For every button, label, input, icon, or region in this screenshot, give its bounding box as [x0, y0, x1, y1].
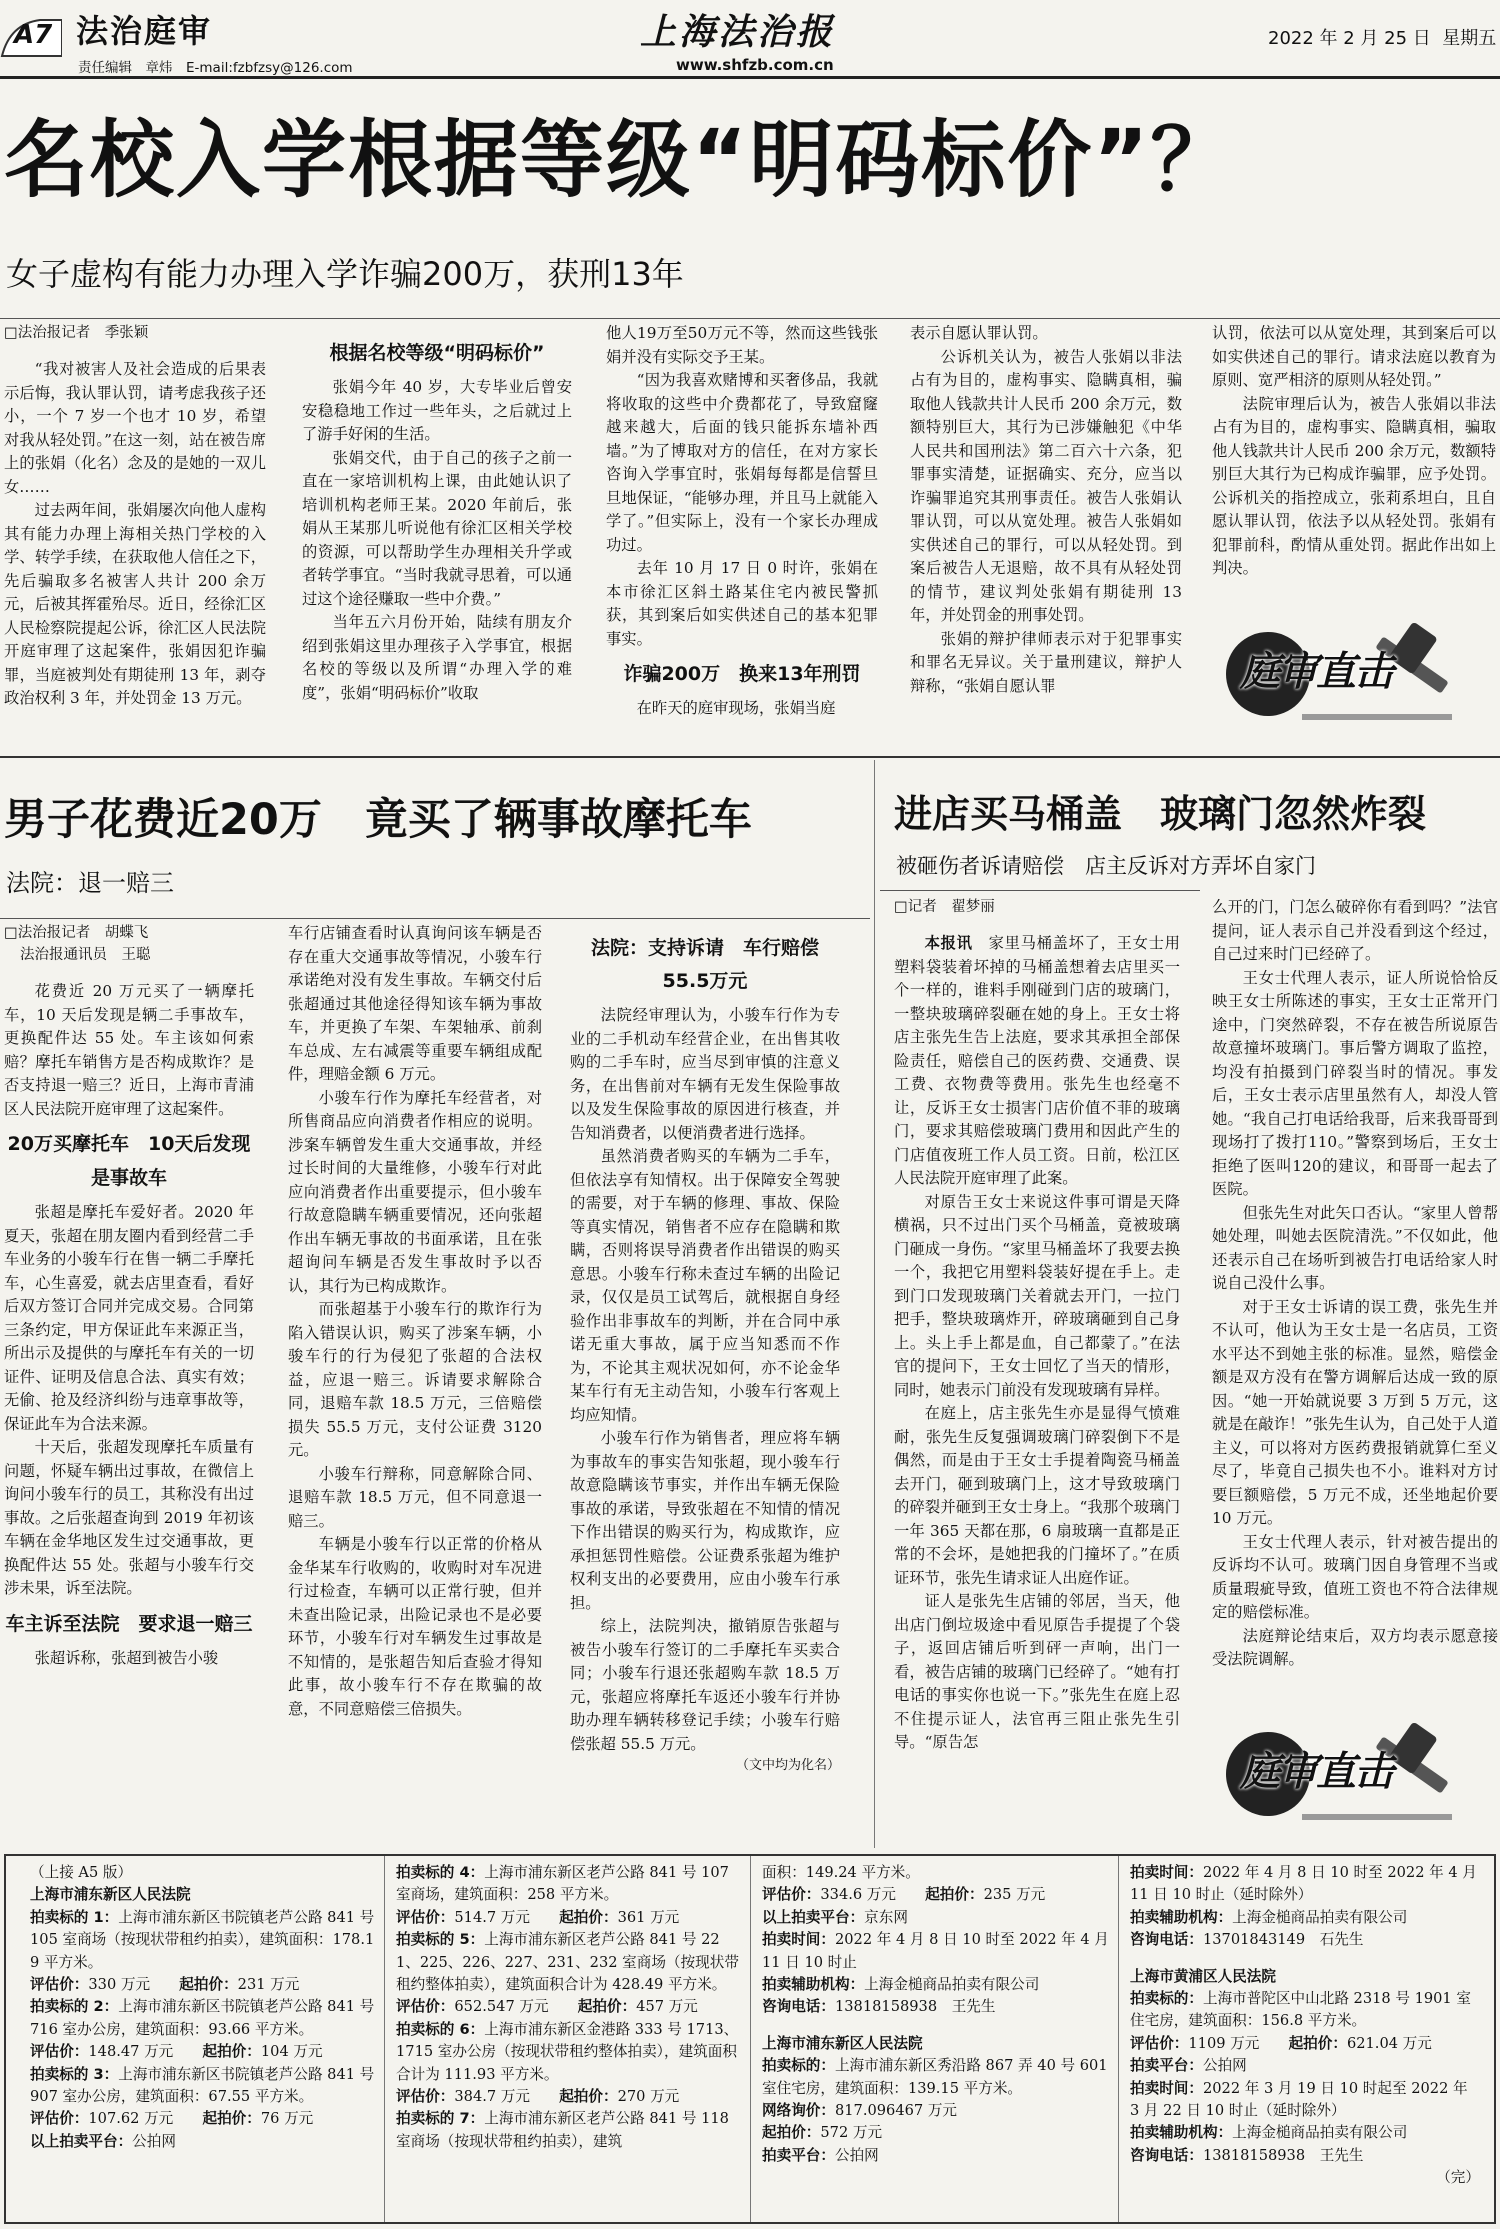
story1-rule	[0, 318, 1500, 319]
paragraph: 但张先生对此矢口否认。“家里人曾帮她处理，叫她去医院清洗。”不仅如此，他还表示自己在场听到被告打电话给家人时说自己没什么事。	[1212, 1203, 1498, 1292]
appraisal-label: 评估价：	[396, 2088, 455, 2106]
auction-field	[762, 1929, 1110, 1974]
paragraph: 王女士代理人表示，针对被告提出的反诉均不认可。玻璃门因自身管理不当或质量瑕疵导致，值班工资也不符合法律规定的赔偿标准。	[1212, 1532, 1498, 1621]
lead-tag: 本报讯	[924, 934, 973, 952]
field-label: 以上拍卖平台：	[762, 1908, 865, 1926]
start-price-label: 起拍价：	[202, 2110, 261, 2128]
story2-col2-text	[288, 922, 542, 1721]
auction-field	[396, 1929, 742, 1996]
start-price-label: 起拍价：	[1288, 2034, 1347, 2052]
auction-field	[762, 1907, 1110, 1929]
field-value: 13818158938 王先生	[1202, 2146, 1364, 2164]
field-label: 拍卖标的 4：	[396, 1864, 485, 1881]
story2-col1-text-a	[4, 980, 254, 1121]
paragraph: 小骏车行辩称，同意解除合同、退赔车款 18.5 万元，但不同意退一赔三。	[288, 1464, 542, 1530]
field-label: 咨询电话：	[1130, 1931, 1203, 1949]
story3-col1-text	[894, 932, 1180, 1755]
auction-field	[762, 1974, 1110, 1996]
paragraph: 证人是张先生店铺的邻居，当天，他出店门倒垃圾途中看见原告手提提了个袋子，返回店铺后听到砰一声响，出门一看，被告店铺的玻璃门已经碎了。“她有打电话的事实你也说一下。”张先生在庭上忍不住提示证人，法官再三阻止张先生引导。“原告怎	[894, 1592, 1180, 1751]
appraisal-value: 1109 万元	[1188, 2034, 1260, 2052]
story1-col2-text	[302, 376, 572, 705]
story2-col1-text-b	[4, 1201, 254, 1601]
paragraph: 法院经审理认为，小骏车行作为专业的二手机动车经营企业，在出售其收购的二手车时，应当尽到审慎的注意义务，在出售前对车辆有无发生保险事故以及发生保险事故的原因进行核查，并告知消费者，以便消费者进行选择。	[570, 1006, 840, 1142]
badge-text: 庭审直击	[1240, 1748, 1392, 1795]
auction-field	[762, 2122, 1110, 2144]
field-value: 上海市浦东新区老芦公路 841 号 118 室商场（按现状带租约拍卖），建筑	[396, 2110, 729, 2150]
story1-col5-text	[1212, 322, 1496, 581]
auction-field	[762, 1996, 1110, 2018]
appraisal-value: 330 万元	[88, 1976, 151, 1994]
story2-col2	[288, 922, 542, 1834]
field-label: 咨询电话：	[1130, 2146, 1203, 2164]
story1-byline: □法治报记者 季张颖	[4, 325, 149, 341]
field-label: 拍卖标的 2：	[30, 1998, 119, 2016]
paragraph: 张娟的辩护律师表示对于犯罪事实和罪名无异议。关于量刑建议，辩护人辩称，“张娟自愿认罪	[910, 629, 1182, 695]
website-url: www.shfzb.com.cn	[676, 56, 834, 74]
paragraph: 小骏车行作为摩托车经营者，对所售商品应向消费者作相应的说明。涉案车辆曾发生重大交通事故，并经过长时间的大量维修，小骏车行对此应向消费者作出重要提示，但小骏车行故意隐瞒车辆重要情况，还向张超作出车辆无事故的书面承诺，且在张超询问车辆是否发生事故时予以否认，其行为已构成欺诈。	[288, 1088, 542, 1295]
issue-date	[1268, 24, 1496, 50]
field-value: 上海金槌商品拍卖有限公司	[1232, 2124, 1408, 2142]
field-value: 上海市普陀区中山北路 2318 号 1901 室住宅房，建筑面积：156.8 平方米。	[1130, 1990, 1471, 2030]
appraisal-value: 334.6 万元	[820, 1886, 896, 1904]
auction-divider	[384, 1856, 385, 2222]
story1-col1-text	[4, 358, 266, 711]
start-price-label: 起拍价：	[202, 2043, 261, 2061]
field-label: 拍卖时间：	[1130, 2079, 1203, 2097]
story2-col3-subhead: 法院：支持诉请 车行赔偿55.5万元	[590, 937, 819, 992]
paragraph: “我对被害人及社会造成的后果表示后悔，我认罪认罚，请考虑我孩子还小，一个 7 岁一个也才 10 岁，希望对我从轻处罚。”在这一刻，站在被告席上的张娟（化名）念及的是她的一双儿女……	[4, 360, 266, 496]
auction-court: 上海市浦东新区人民法院	[762, 2034, 923, 2052]
paragraph: 而张超基于小骏车行的欺诈行为陷入错误认识，购买了涉案车辆，小骏车行的行为侵犯了张超的合法权益，应退一赔三。诉请要求解除合同，退赔车款 18.5 万元，三倍赔偿损失 55.5 万元，支付公证费 3120 元。	[288, 1300, 542, 1459]
field-value: 上海市浦东新区书院镇老芦公路 841 号 716 室办公房，建筑面积：93.66 平方米。	[30, 1998, 375, 2038]
auction-field	[1130, 2078, 1480, 2123]
field-label: 拍卖时间：	[1130, 1864, 1203, 1881]
paragraph	[894, 932, 1180, 1191]
paragraph: 王女士代理人表示，证人所说恰恰反映王女士所陈述的事实，王女士正常开门途中，门突然碎裂，不存在被告所说原告故意撞坏玻璃门。事后警方调取了监控，均没有拍摄到门碎裂当时的情况。事发后，王女士表示店里虽然有人，却没人管她。“我自己打电话给我哥，后来我哥哥到现场打了拨打110。”警察到场后，王女士拒绝了医叫120的建议，和哥哥一起去了医院。	[1212, 968, 1498, 1198]
auction-field	[1130, 1907, 1480, 1929]
story1-col4	[910, 322, 1182, 746]
appraisal-label: 评估价：	[30, 2043, 89, 2061]
field-label: 拍卖平台：	[1130, 2057, 1203, 2075]
paragraph: 去年 10 月 17 日 0 时许，张娟在本市徐汇区斜土路某住宅内被民警抓获，其到案后如实供述自己的基本犯罪事实。	[606, 559, 878, 648]
story3-byline: □记者 翟梦丽	[894, 899, 995, 915]
paragraph: 么开的门，门怎么破碎你有看到吗？”法官提问，证人表示自己并没看到这个经过，自己过来时门已经碎了。	[1212, 898, 1498, 963]
field-label: 网络询价：	[762, 2102, 835, 2120]
auction-gap	[1130, 1952, 1480, 1966]
field-value: 13701843149 石先生	[1202, 1931, 1364, 1949]
editor-line: 责任编辑 章炜 E-mail:fzbfzsy@126.com	[78, 60, 353, 76]
paragraph: 在庭上，店主张先生亦是显得气愤难耐，张先生反复强调玻璃门碎裂倒下不是偶然，而是由于王女士手提着陶瓷马桶盖去开门，砸到玻璃门上，这才导致玻璃门的碎裂并砸到王女士身上。“我那个玻璃门一年 365 天都在那，6 扇玻璃一直都是正常的不会坏，是她把我的门撞坏了。”在质证环节，张先生请求证人出庭作证。	[894, 1404, 1180, 1587]
appraisal-label: 评估价：	[396, 1998, 455, 2016]
field-value: 公拍网	[834, 2146, 879, 2164]
byline-correspondent: 法治报通讯员 王聪	[20, 947, 151, 963]
field-label: 拍卖标的：	[1130, 1990, 1203, 2008]
start-price-value: 270 万元	[617, 2088, 680, 2106]
start-price-value: 621.04 万元	[1346, 2034, 1432, 2052]
field-label: 拍卖辅助机构：	[1130, 1908, 1233, 1926]
paragraph: 张超诉称，张超到被告小骏	[34, 1648, 219, 1667]
start-price-value: 361 万元	[617, 1908, 680, 1926]
auction-col-2	[396, 1862, 742, 2220]
story3-col1	[894, 896, 1180, 1840]
start-price-value: 457 万元	[636, 1998, 698, 2016]
story1-col3	[606, 322, 878, 746]
auction-divider	[750, 1856, 751, 2222]
paragraph: 张超是摩托车爱好者。2020 年夏天，张超在朋友圈内看到经营二手车业务的小骏车行在售一辆二手摩托车，心生喜爱，就去店里查看，看好后双方签订合同并完成交易。合同第三条约定，甲方保证此车来源正当，所出示及提供的与摩托车有关的一切证件、证明及信息合法、真实有效；无偷、抢及经济纠纷与违章事故等，保证此车为合法来源。	[4, 1203, 254, 1433]
appraisal-value: 514.7 万元	[454, 1908, 530, 1926]
story-divider	[874, 760, 875, 1848]
start-price-value: 231 万元	[237, 1976, 300, 1994]
auction-field	[30, 2064, 376, 2109]
auction-field	[30, 2131, 376, 2153]
paragraph: 法庭辩论结束后，双方均表示愿意接受法院调解。	[1212, 1626, 1498, 1668]
appraisal-value: 107.62 万元	[88, 2110, 174, 2128]
field-value: 2022 年 4 月 8 日 10 时至 2022 年 4 月 11 日 10 时止（延时除外）	[1130, 1864, 1477, 1904]
byline-reporter: □法治报记者 胡蝶飞	[4, 925, 149, 941]
field-value: 上海市浦东新区老芦公路 841 号 107 室商场，建筑面积：258 平方米。	[396, 1864, 729, 1904]
story2-col3	[570, 932, 840, 1834]
start-price-label: 起拍价：	[559, 2088, 618, 2106]
field-label: 拍卖时间：	[762, 1931, 835, 1949]
field-value: 上海市浦东新区老芦公路 841 号 221、225、226、227、231、232 室商场（按现状带租约整体拍卖），建筑面积合计为 428.49 平方米。	[396, 1931, 739, 1994]
lead-text: 家里马桶盖坏了，王女士用塑料袋装着坏掉的马桶盖想着去店里买一个一样的，谁料手刚碰到门店的玻璃门，一整块玻璃碎裂砸在她的身上。王女士将店主张先生告上法庭，要求其承担全部保险责任，赔偿自己的医药费、交通费、误工费、衣物费等费用。张先生也经毫不让，反诉王女士损害门店价值不菲的玻璃门，要求其赔偿玻璃门费用和因此产生的门店值夜班工作人员工资。日前，松江区人民法院开庭审理了此案。	[894, 934, 1180, 1187]
paragraph: 对原告王女士来说这件事可谓是天降横祸，只不过出门买个马桶盖，竟被玻璃门砸成一身伤。“家里马桶盖坏了我要去换一个，我把它用塑料袋装好提在手上。走到门口发现玻璃门关着就去开门，一拉门把手，整块玻璃炸开，碎玻璃砸到自己身上。头上手上都是血，自己都蒙了。”在法官的提问下，王女士回忆了当天的情形，同时，她表示门前没有发现玻璃有异样。	[894, 1192, 1180, 1399]
auction-price	[396, 1907, 742, 1929]
auction-field	[1130, 1988, 1480, 2033]
start-price-label: 起拍价：	[577, 1998, 637, 2016]
auction-field	[1130, 2145, 1480, 2167]
appraisal-label: 评估价：	[1130, 2034, 1189, 2052]
field-label: 拍卖标的 3：	[30, 2065, 119, 2083]
auction-price	[1130, 2033, 1480, 2055]
paragraph: 法院审理后认为，被告人张娟以非法占有为目的，虚构事实、隐瞒真相，骗取他人钱款共计人民币 200 余万元，数额特别巨大其行为已构成诈骗罪，应予处罚。公诉机关的指控成立，张莉系坦白，且自愿认罪认罚，依法予以从轻处罚。张娟有犯罪前科，酌情从重处罚。据此作出如上判决。	[1212, 394, 1496, 577]
field-label: 拍卖标的 6：	[396, 2020, 485, 2038]
start-price-value: 235 万元	[983, 1886, 1046, 1904]
auction-field	[762, 2055, 1110, 2100]
paragraph: 认罚，依法可以从宽处理，其到案后可以如实供述自己的罪行。请求法庭以教育为原则、宽严相济的原则从轻处罚。”	[1212, 324, 1496, 389]
appraisal-value: 148.47 万元	[88, 2043, 174, 2061]
field-label: 拍卖标的：	[762, 2057, 835, 2075]
story3-col2	[1212, 896, 1498, 1688]
pseudonym-note: （文中均为化名）	[735, 1758, 840, 1773]
auction-divider	[1118, 1856, 1119, 2222]
auction-text: 面积：149.24 平方米。	[762, 1864, 920, 1881]
appraisal-label: 评估价：	[762, 1886, 821, 1904]
story3-rule	[880, 890, 1200, 891]
appraisal-label: 评估价：	[396, 1908, 455, 1926]
paragraph: 当年五六月份开始，陆续有朋友介绍到张娟这里办理孩子入学事宜，根据名校的等级以及所谓“办理入学的难度”，张娟“明码标价”收取	[302, 613, 572, 702]
auction-field	[762, 2145, 1110, 2167]
field-label: 拍卖辅助机构：	[762, 1976, 865, 1994]
auction-court: 上海市浦东新区人民法院	[30, 1886, 191, 1904]
page-number: A7	[14, 20, 53, 50]
story1-subhead: 女子虚构有能力办理入学诈骗200万，获刑13年	[6, 255, 684, 293]
story1-col3-text-b	[606, 697, 878, 721]
start-price-label: 起拍价：	[925, 1886, 984, 1904]
paragraph: 在昨天的庭审现场，张娟当庭	[636, 699, 836, 717]
field-label: 以上拍卖平台：	[30, 2132, 133, 2150]
appraisal-label: 评估价：	[30, 2110, 89, 2128]
story2-col1-subhead: 20万买摩托车 10天后发现是事故车	[7, 1133, 251, 1189]
auction-court: 上海市黄浦区人民法院	[1130, 1967, 1276, 1985]
story2-col1	[4, 922, 254, 1834]
field-value: 上海市浦东新区书院镇老芦公路 841 号 907 室办公房，建筑面积：67.55 平方米。	[30, 2065, 375, 2106]
paragraph: 张娟交代，由于自己的孩子之前一直在一家培训机构上课，由此她认识了培训机构老师王某。2020 年前后，张娟从王某那儿听说他有徐汇区相关学校的资源，可以帮助学生办理相关升学或者转学事宜。“当时我就寻思着，可以通过这个途径赚取一些中介费。”	[302, 448, 572, 608]
field-value: 公拍网	[1202, 2057, 1247, 2075]
paragraph: 他人19万至50万元不等，然而这些钱张娟并没有实际交予王某。	[606, 324, 878, 366]
field-value: 上海市浦东新区金港路 333 号 1713、1715 室办公房（按现状带租约整体拍卖），建筑面积合计为 111.93 平方米。	[396, 2020, 739, 2083]
auction-col-4	[1130, 1862, 1480, 2220]
story1-col1	[4, 322, 266, 742]
field-value: 京东网	[864, 1908, 908, 1926]
start-price-label: 起拍价：	[179, 1976, 238, 1994]
auction-field	[396, 2108, 742, 2153]
court-badge	[1222, 618, 1462, 728]
field-label: 拍卖辅助机构：	[1130, 2124, 1233, 2142]
field-value: 2022 年 3 月 19 日 10 时起至 2022 年 3 月 22 日 10 时止（延时除外）	[1130, 2079, 1468, 2120]
auction-field	[396, 1862, 742, 1907]
field-value: 公拍网	[132, 2132, 176, 2150]
auction-field	[1130, 1929, 1480, 1951]
auction-field	[30, 1907, 376, 1974]
field-label: 拍卖标的 7：	[396, 2110, 485, 2128]
weekday-text: 星期五	[1442, 28, 1497, 49]
auction-gap	[762, 2019, 1110, 2033]
auction-price	[396, 1996, 742, 2018]
paragraph: 公诉机关认为，被告人张娟以非法占有为目的，虚构事实、隐瞒真相，骗取他人钱款共计人民币 200 余万元，数额特别巨大，其行为已涉嫌触犯《中华人民共和国刑法》第二百六十六条，犯罪事实清楚，证据确实、充分，应当以诈骗罪追究其刑事责任。被告人张娟认罪认罚，可以从宽处理。被告人张娟如实供述自己的罪行，可以从轻处罚。到案后被告人无退赔，故不具有从轻处罚的情节，建议判处张娟有期徒刑 13 年，并处罚金的刑事处罚。	[910, 347, 1182, 624]
story2-col1-subhead-2: 车主诉至法院 要求退一赔三	[5, 1612, 253, 1635]
story2-byline	[4, 922, 254, 966]
start-price-value: 104 万元	[260, 2043, 323, 2061]
paragraph: 对于王女士诉请的误工费，张先生并不认可，他认为王女士是一名店员，工资水平达不到她主张的标准。显然，赔偿金额是双方没有在警方调解后达成一致的原因。“她一开始就说要 3 万到 5 万元，这就是在敲诈！”张先生认为，自己处于人道主义，可以将对方医药费报销就算仁至义尽了，毕竟自己损失也不小。谁料对方讨要巨额赔偿，5 万元不成，还坐地起价要 10 万元。	[1212, 1297, 1498, 1527]
badge-text: 庭审直击	[1240, 648, 1392, 695]
story2-col1-text-c	[4, 1647, 254, 1671]
story2-col3-text	[570, 1004, 840, 1756]
paragraph: 十天后，张超发现摩托车质量有问题，怀疑车辆出过事故，在微信上询问小骏车行的员工，其称没有出过事故。之后张超查询到 2019 年初该车辆在金华地区发生过交通事故，更换配件达 55 处。张超与小骏车行交涉未果，诉至法院。	[4, 1438, 254, 1597]
story2-headline: 男子花费近20万 竟买了辆事故摩托车	[4, 795, 752, 845]
story2-rule	[0, 918, 870, 919]
paragraph: 张娟今年 40 岁，大专毕业后曾安安稳稳地工作过一些年头，之后就过上了游手好闲的生活。	[302, 378, 572, 443]
story2-subhead: 法院：退一赔三	[6, 869, 174, 897]
field-value: 上海市浦东新区书院镇老芦公路 841 号 105 室商场（按现状带租约拍卖），建筑面积：178.19 平方米。	[30, 1908, 375, 1971]
masthead: 上海法治报	[640, 11, 836, 53]
header-rule	[0, 76, 1500, 79]
field-value: 上海市浦东新区秀沿路 867 弄 40 号 601 室住宅房，建筑面积：139.15 平方米。	[762, 2057, 1108, 2097]
paragraph: 过去两年间，张娟屡次向他人虚构其有能力办理上海相关热门学校的入学、转学手续，在获取他人信任之下，先后骗取多名被害人共计 200 余万元，后被其挥霍殆尽。近日，经徐汇区人民检察院提起公诉，徐汇区人民法院开庭审理了这起案件，张娟因犯诈骗罪，当庭被判处有期徒刑 13 年，剥夺政治权利 3 年，并处罚金 13 万元。	[4, 501, 266, 707]
auction-field	[762, 2100, 1110, 2122]
auction-price	[762, 1884, 1110, 1906]
auction-price	[30, 1974, 376, 1996]
auction-col-1	[30, 1862, 376, 2220]
story3-subhead: 被砸伤者诉请赔偿 店主反诉对方弄坏自家门	[896, 854, 1316, 878]
paragraph: 表示自愿认罪认罚。	[910, 324, 1048, 342]
field-label: 咨询电话：	[762, 1998, 835, 2016]
auction-price	[396, 2086, 742, 2108]
paragraph: 虽然消费者购买的车辆为二手车，但依法享有知情权。出于保障安全驾驶的需要，对于车辆的修理、事故、保险等真实情况，销售者不应存在隐瞒和欺瞒，否则将误导消费者作出错误的购买意思。小骏车行称未查过车辆的出险记录，仅仅是员工试驾后，就根据自身经验作出非事故车的判断，并在合同中承诺无重大事故，属于应当知悉而不作为，不论其主观状况如何，亦不论金华某车行有无主动告知，小骏车行客观上均应知情。	[570, 1147, 840, 1424]
story3-col2-text	[1212, 896, 1498, 1672]
story1-headline: 名校入学根据等级“明码标价”？	[4, 111, 1237, 209]
court-badge-2	[1222, 1718, 1462, 1828]
paragraph: 综上，法院判决，撤销原告张超与被告小骏车行签订的二手摩托车买卖合同；小骏车行退还张超购车款 18.5 万元，张超应将摩托车返还小骏车行并协助办理车辆转移登记手续；小骏车行赔偿张超 55.5 万元。	[570, 1617, 840, 1753]
auction-price	[30, 2108, 376, 2130]
appraisal-value: 384.7 万元	[454, 2088, 530, 2106]
date-text: 2022 年 2 月 25 日	[1268, 28, 1431, 49]
section-title: 法治庭审	[76, 12, 213, 50]
auction-price	[30, 2041, 376, 2063]
start-price-label: 起拍价：	[559, 1908, 618, 1926]
story1-col2-subhead: 根据名校等级“明码标价”	[329, 342, 545, 364]
field-value: 572 万元	[820, 2124, 883, 2142]
field-value: 13818158938 王先生	[834, 1998, 996, 2016]
field-label: 拍卖标的 1：	[30, 1908, 119, 1926]
auction-field	[1130, 2122, 1480, 2144]
story3-headline: 进店买马桶盖 玻璃门忽然炸裂	[894, 792, 1427, 836]
field-value: 2022 年 4 月 8 日 10 时至 2022 年 4 月 11 日 10 时止	[762, 1931, 1109, 1971]
auction-col-3	[762, 1862, 1110, 2220]
field-label: 起拍价：	[762, 2124, 821, 2142]
story1-col3-text	[606, 322, 878, 651]
auction-field	[30, 1996, 376, 2041]
appraisal-label: 评估价：	[30, 1976, 89, 1994]
paragraph: 车辆是小骏车行以正常的价格从金华某车行收购的，收购时对车况进行过检查，车辆可以正常行驶，但并未查出险记录，出险记录也不是必要环节，小骏车行对车辆发生过事故是不知情的，是张超告知后查验才得知此事，故小骏车行不存在欺骗的故意，不同意赔偿三倍损失。	[288, 1535, 542, 1718]
auction-text: （上接 A5 版）	[30, 1864, 133, 1881]
auction-field	[396, 2019, 742, 2086]
story1-bottom-rule	[0, 756, 1500, 758]
field-value: 上海金槌商品拍卖有限公司	[1232, 1908, 1408, 1926]
field-value: 上海金槌商品拍卖有限公司	[864, 1976, 1040, 1994]
field-label: 拍卖标的 5：	[396, 1931, 485, 1949]
field-value: 817.096467 万元	[834, 2102, 958, 2120]
paragraph: “因为我喜欢赌博和买奢侈品，我就将收取的这些中介费都花了，导致窟窿越来越大，后面的钱只能拆东墙补西墙。”为了博取对方的信任，在对方家长咨询入学事宜时，张娟每每都是信誓旦旦地保证，“能够办理，并且马上就能入学了。”但实际上，没有一个家长办理成功过。	[606, 371, 878, 554]
paragraph: 花费近 20 万元买了一辆摩托车，10 天后发现是辆二手事故车，更换配件达 55 处。车主该如何索赔？摩托车销售方是否构成欺诈？是否支持退一赔三？近日，上海市青浦区人民法院开庭审理了这起案件。	[4, 982, 254, 1118]
auction-field	[1130, 2055, 1480, 2077]
story1-col2	[302, 336, 572, 746]
appraisal-value: 652.547 万元	[454, 1998, 549, 2016]
auction-field	[1130, 1862, 1480, 1907]
start-price-value: 76 万元	[260, 2110, 314, 2128]
auction-end: （完）	[1436, 2169, 1480, 2187]
page-number-badge	[0, 12, 62, 58]
field-label: 拍卖平台：	[762, 2146, 835, 2164]
story1-col5	[1212, 322, 1496, 612]
story1-col4-text	[910, 322, 1182, 698]
paragraph: 小骏车行作为销售者，理应将车辆为事故车的事实告知张超，现小骏车行故意隐瞒该节事实，并作出车辆无保险事故的承诺，导致张超在不知情的情况下作出错误的购买行为，构成欺诈，应承担惩罚性赔偿。公证费系张超为维护权利支出的必要费用，应由小骏车行承担。	[570, 1429, 840, 1612]
story1-col3-subhead: 诈骗200万 换来13年刑罚	[623, 663, 861, 685]
paragraph: 车行店铺查看时认真询问该车辆是否存在重大交通事故等情况，小骏车行承诺绝对没有发生事故。车辆交付后张超通过其他途径得知该车辆为事故车，并更换了车架、车架轴承、前刹车总成、左右减震等重要车辆组成配件，理赔金额 6 万元。	[288, 924, 542, 1083]
